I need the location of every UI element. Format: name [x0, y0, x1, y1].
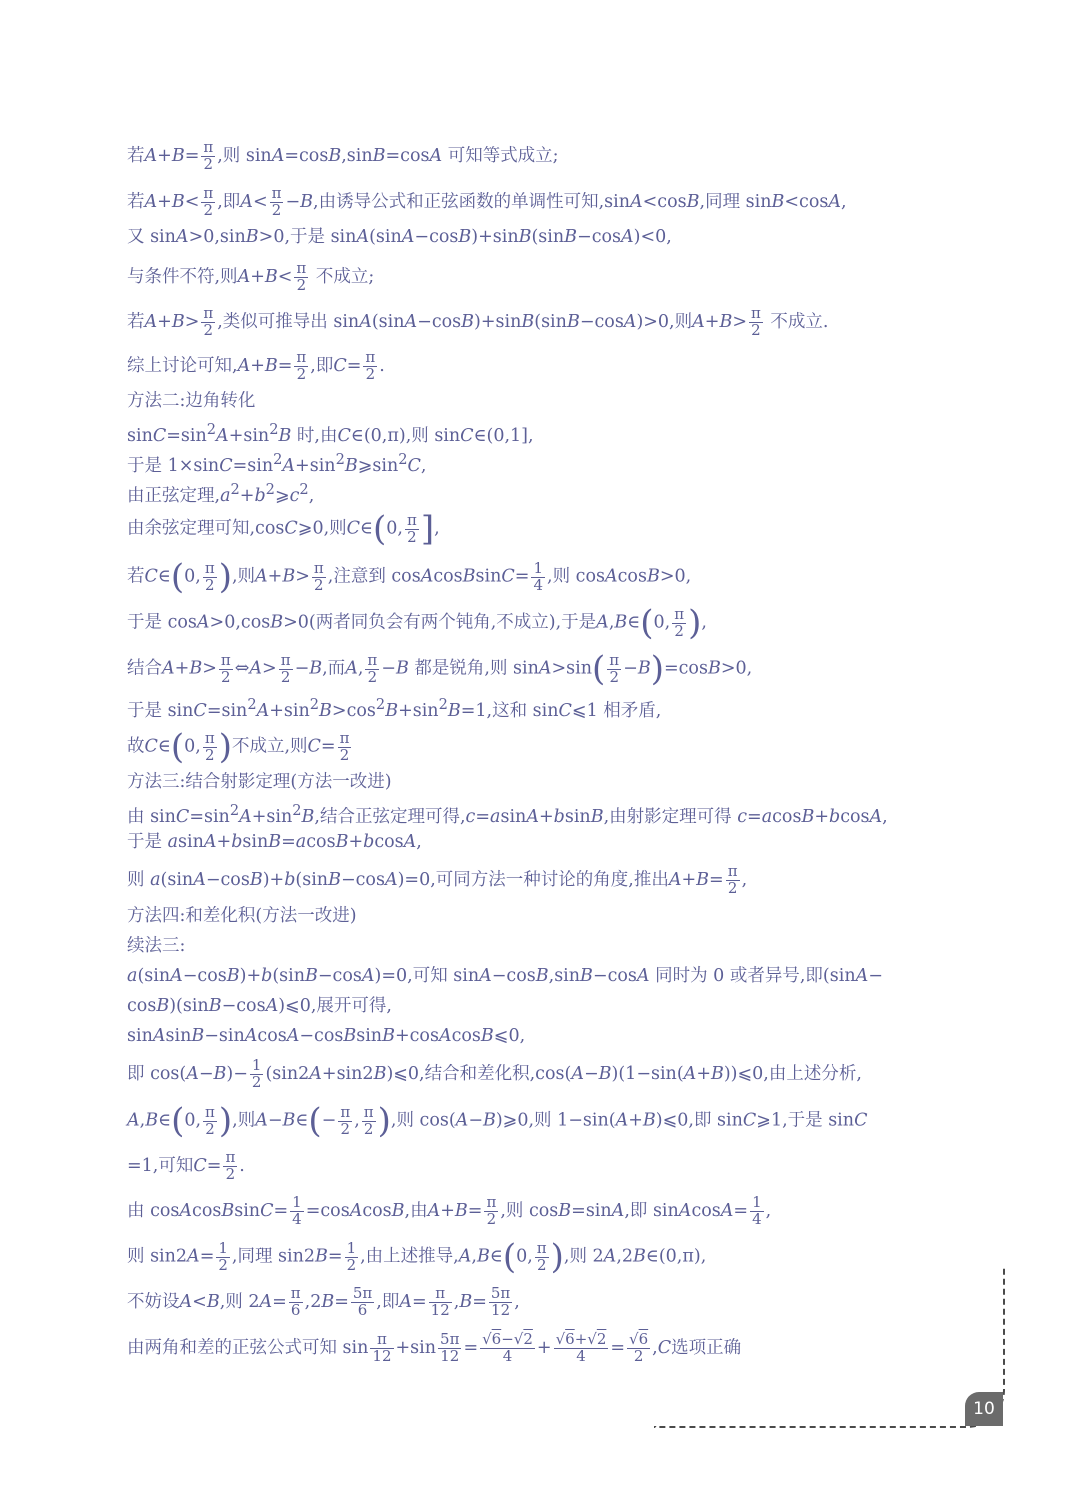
- line-2: 若A+B< $\frac{\pi}{2}$ ,即A< $\frac{\pi}{2}$ −B,由诱导公式和正弦函数的单调性可知,sinA<cosB,同理 sinB<cosA,: [127, 184, 847, 219]
- line-28: =1,可知C= $\frac{\pi}{2}$ .: [127, 1148, 245, 1183]
- line-29: 由 cosAcosBsinC= $\frac{1}{4}$ =cosAcosB,由A+B= $\frac{\pi}{2}$ ,则 cosB=sinA,即 sinAcosA= $\frac{1}{4}$ ,: [127, 1193, 772, 1228]
- line-5: 若A+B> $\frac{\pi}{2}$ ,类似可推导出 sinA(sinA−cosB)+sinB(sinB−cosA)>0,则A+B> $\frac{\pi}{2}$ 不成立.: [127, 304, 829, 339]
- line-31: 不妨设A<B,则 2A= $\frac{\pi}{6}$ ,2B= $\frac{5\pi}{6}$ ,即A= $\frac{\pi}{12}$ ,B= $\frac{5\pi}{12}$ ,: [127, 1284, 520, 1319]
- line-13: 于是 cosA>0,cosB>0(两者同负会有两个钝角,不成立),于是A,B∈(0, $\frac{\pi}{2}$ ),: [127, 603, 707, 643]
- line-6: 综上讨论可知,A+B= $\frac{\pi}{2}$ ,即C= $\frac{\pi}{2}$ .: [127, 348, 385, 383]
- page-number: 10: [965, 1392, 1003, 1426]
- line-32: 由两角和差的正弦公式可知 sin $\frac{\pi}{12}$ +sin $\frac{5\pi}{12}$ = $\frac{√6-√2}{4}$ + $\frac{√6+√2}{4}$ = $\frac{√6}{2}$ ,C选项正确: [127, 1330, 742, 1365]
- line-22: 续法三:: [127, 936, 186, 956]
- line-30: 则 sin2A= $\frac{1}{2}$ ,同理 sin2B= $\frac{1}{2}$ ,由上述推导,A,B∈(0, $\frac{\pi}{2}$ ),则 2A,2B∈(0,π),: [127, 1237, 707, 1277]
- line-10: 由正弦定理$,a^2+b^2⩾c^2$,: [127, 481, 315, 506]
- method-4-heading: 方法四:和差化积(方法一改进): [127, 906, 357, 926]
- line-20: 则 a(sinA−cosB)+b(sinB−cosA)=0,可同方法一种讨论的角度,推出A+B= $\frac{\pi}{2}$ ,: [127, 862, 748, 897]
- line-3: 又 sinA>0,sinB>0,于是 sinA(sinA−cosB)+sinB(sinB−cosA)<0,: [127, 227, 672, 247]
- method-3-heading: 方法三:结合射影定理(方法一改进): [127, 772, 392, 792]
- line-27: A,B∈(0, $\frac{\pi}{2}$ ),则A−B∈(− $\frac{\pi}{2}$ , $\frac{\pi}{2}$ ),则 cos(A−B)⩾0,则 1−sin(A+B)⩽0,即 sinC⩾1,于是 sinC: [127, 1101, 868, 1141]
- line-8: $\sin C=\sin^2A+\sin^2B$ 时,由C∈(0,π),则 sinC∈(0,1],: [127, 421, 534, 446]
- line-4: 与条件不符,则A+B< $\frac{\pi}{2}$ 不成立;: [127, 259, 375, 294]
- line-16: 故C∈(0, $\frac{\pi}{2}$ )不成立,则C= $\frac{\pi}{2}$: [127, 727, 350, 767]
- line-23: a(sinA−cosB)+b(sinB−cosA)=0,可知 sinA−cosB,sinB−cosA 同时为 0 或者异号,即(sinA−: [127, 966, 883, 986]
- line-26: 即 cos(A−B)− $\frac{1}{2}$ (sin2A+sin2B)⩽0,结合和差化积,cos(A−B)(1−sin(A+B))⩽0,由上述分析,: [127, 1056, 862, 1091]
- line-1: 若A+B= $\frac{\pi}{2}$ ,则 sinA=cosB,sinB=cosA 可知等式成立;: [127, 138, 559, 173]
- line-9: 于是 $1\times\sin C=\sin^2A+\sin^2B⩾\sin^2C$,: [127, 451, 427, 476]
- line-11: 由余弦定理可知,cosC⩾0,则C∈(0, $\frac{\pi}{2}$ ],: [127, 509, 440, 549]
- line-18: 由 $\sin C=\sin^2A+\sin^2B$,结合正弦定理可得,c=asinA+bsinB,由射影定理可得 c=acosB+bcosA,: [127, 802, 888, 827]
- line-24: cosB)(sinB−cosA)⩽0,展开可得,: [127, 996, 392, 1016]
- line-25: sinAsinB−sinAcosA−cosBsinB+cosAcosB⩽0,: [127, 1026, 526, 1046]
- line-12: 若C∈(0, $\frac{\pi}{2}$ ),则A+B> $\frac{\pi}{2}$ ,注意到 cosAcosBsinC= $\frac{1}{4}$ ,则 cosAcosB>0,: [127, 557, 692, 597]
- line-19: 于是 asinA+bsinB=acosB+bcosA,: [127, 832, 422, 852]
- page-corner-decoration: [654, 1268, 1005, 1428]
- line-15: 于是 $\sin C=\sin^2A+\sin^2B>\cos^2B+\sin^2B=1$,这和 sinC⩽1 相矛盾,: [127, 696, 662, 721]
- line-14: 结合A+B> $\frac{\pi}{2}$ ⇔A> $\frac{\pi}{2}$ −B,而A, $\frac{\pi}{2}$ −B 都是锐角,则 sinA>sin( $\frac{\pi}{2}$ −B)=cosB>0,: [127, 649, 753, 689]
- method-2-heading: 方法二:边角转化: [127, 391, 256, 411]
